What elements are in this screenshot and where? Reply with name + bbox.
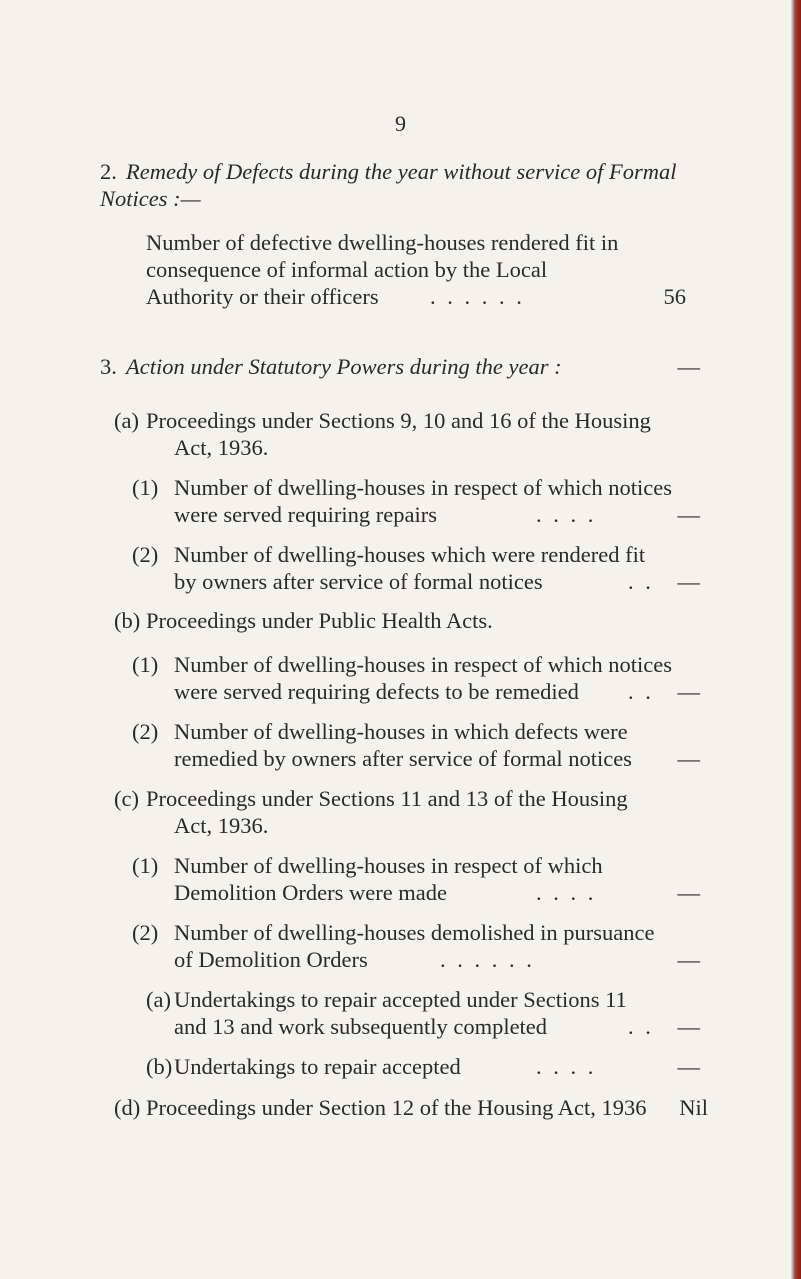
item-line: Undertakings to repair accepted [174, 1054, 461, 1079]
item-line: Number of dwelling-houses in respect of which notices [174, 475, 672, 500]
item-line: were served requiring repairs [174, 502, 438, 527]
subsection-heading: Proceedings under Public Health Acts. [146, 608, 493, 633]
item-value: — [677, 746, 700, 771]
subsection-heading: Proceedings under Sections 9, 10 and 16 of the Housing [146, 408, 651, 433]
item-line: Number of dwelling-houses in respect of which [174, 853, 603, 878]
item-line: Undertakings to repair accepted under Sections 11 [174, 987, 627, 1012]
dot-leader: . . [628, 1014, 654, 1039]
item-number: (b) [146, 1054, 173, 1079]
item-line: and 13 and work subsequently completed [174, 1014, 548, 1039]
item-value: — [677, 947, 700, 972]
dot-leader: . . . . [536, 1054, 597, 1079]
subsection-d-value: Nil [679, 1095, 708, 1120]
section-2-title-cont: Notices :— [100, 186, 201, 211]
section-3-title: Action under Statutory Powers during the year : [126, 354, 562, 379]
subsection-heading-cont: Act, 1936. [174, 813, 269, 838]
item-line: of Demolition Orders [174, 947, 368, 972]
item-value: — [677, 1054, 700, 1079]
section-2-title: Remedy of Defects during the year without service of Formal [126, 159, 677, 184]
item-line: Number of dwelling-houses in which defects were [174, 719, 628, 744]
subsection-label: (b) [114, 608, 141, 633]
item-number: (2) [132, 920, 159, 945]
item-value: — [677, 569, 700, 594]
item-line: Number of dwelling-houses in respect of which notices [174, 652, 672, 677]
item-number: (2) [132, 719, 159, 744]
section-2-item-line: Authority or their officers [146, 284, 379, 309]
subsection-heading: Proceedings under Sections 11 and 13 of the Housing [146, 786, 628, 811]
subsection-label: (a) [114, 408, 139, 433]
section-3-number: 3. [100, 354, 117, 379]
dot-leader: . . . . [536, 502, 597, 527]
item-line: remedied by owners after service of formal notices [174, 746, 632, 771]
item-line: Number of dwelling-houses which were rendered fit [174, 542, 646, 567]
subsection-heading: Proceedings under Section 12 of the Housing Act, 1936 [146, 1095, 647, 1120]
subsection-label: (c) [114, 786, 139, 811]
dot-leader: . . [628, 679, 654, 704]
item-value: — [677, 880, 700, 905]
section-2-value: 56 [663, 284, 686, 309]
section-2-number: 2. [100, 159, 117, 184]
item-line: by owners after service of formal notices [174, 569, 543, 594]
dot-leader: . . [628, 569, 654, 594]
dot-leader: . . . . . . [430, 284, 525, 309]
item-value: — [677, 502, 700, 527]
item-line: Number of dwelling-houses demolished in pursuance [174, 920, 655, 945]
item-number: (2) [132, 542, 159, 567]
item-number: (1) [132, 652, 159, 677]
item-line: Demolition Orders were made [174, 880, 448, 905]
dot-leader: . . . . [536, 880, 597, 905]
subsection-heading-cont: Act, 1936. [174, 435, 269, 460]
subsection-label: (d) [114, 1095, 141, 1120]
page-number: 9 [395, 111, 406, 136]
section-2-item-line: consequence of informal action by the Local [146, 257, 548, 282]
section-2-item-line: Number of defective dwelling-houses rendered fit in [146, 230, 619, 255]
item-value: — [677, 679, 700, 704]
item-number: (1) [132, 475, 159, 500]
item-number: (1) [132, 853, 159, 878]
dot-leader: . . . . . . [440, 947, 535, 972]
item-value: — [677, 1014, 700, 1039]
section-3-value: — [677, 354, 700, 379]
item-number: (a) [146, 987, 171, 1012]
item-line: were served requiring defects to be remedied [174, 679, 579, 704]
page-edge [791, 0, 801, 1279]
